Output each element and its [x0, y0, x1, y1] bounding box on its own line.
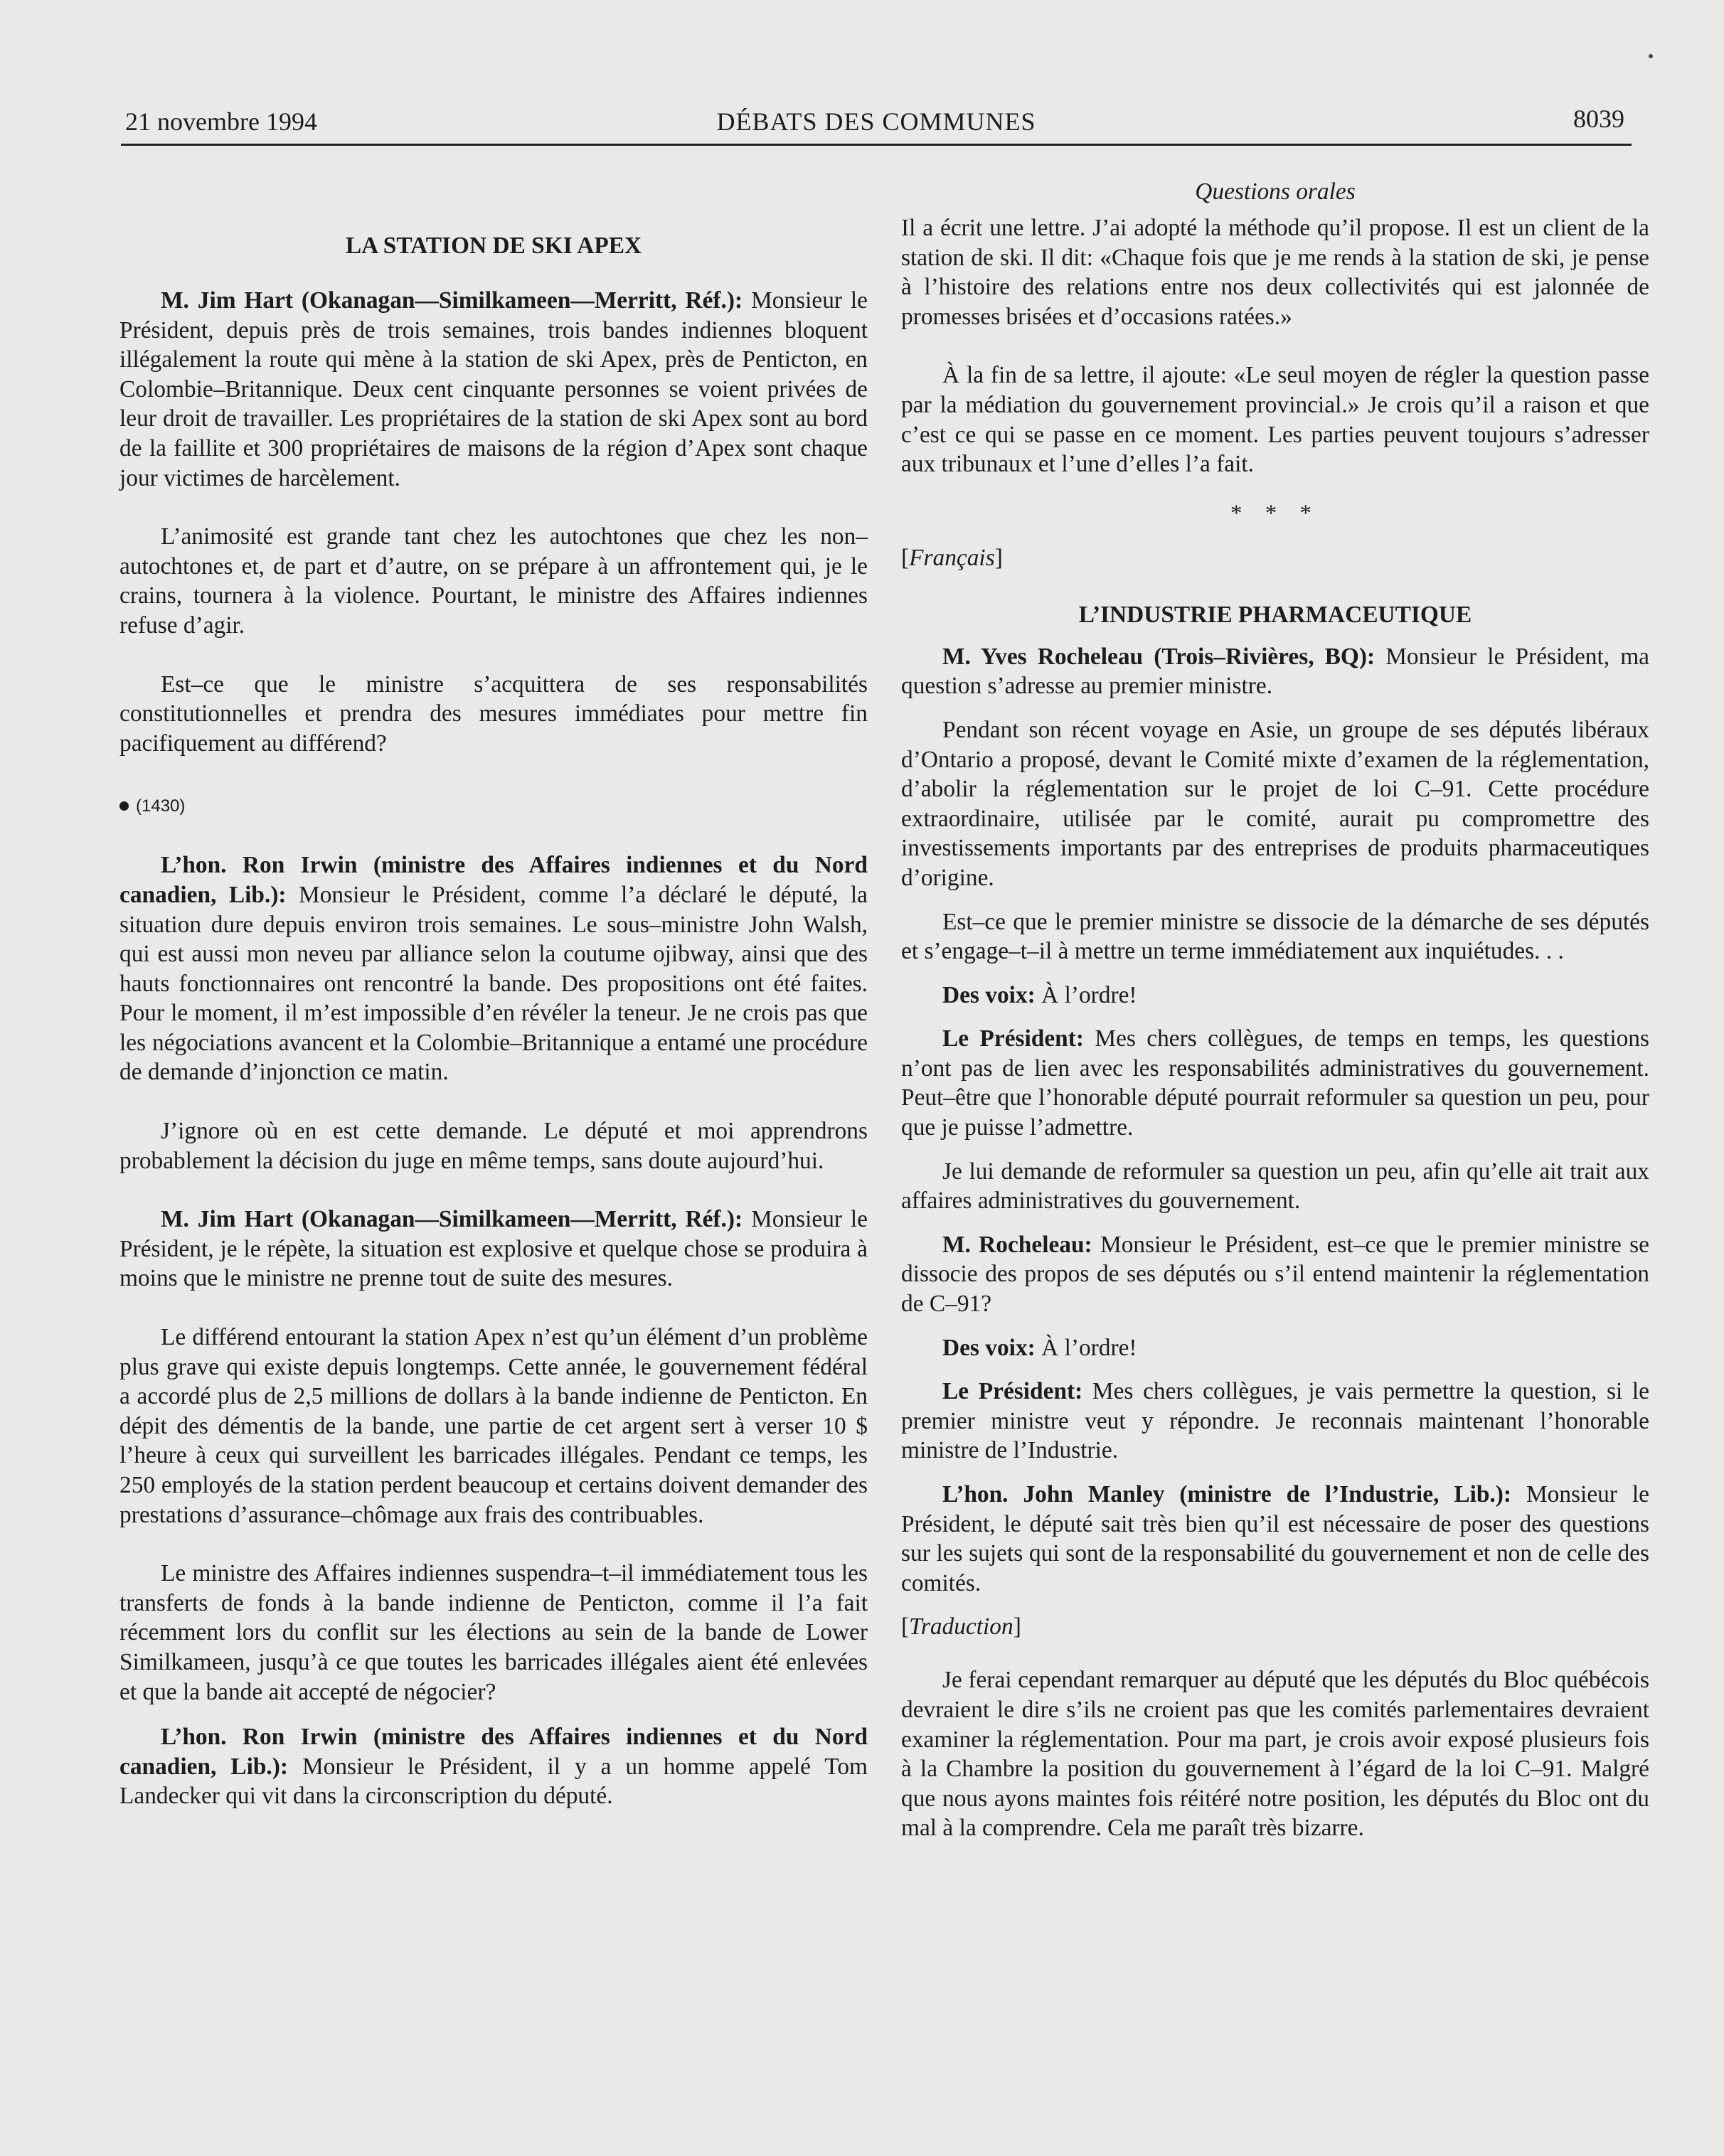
section-separator: * * *: [1230, 500, 1320, 526]
speaker-manley: L’hon. John Manley (ministre de l’Industrie, Lib.):: [942, 1481, 1512, 1507]
paragraph-voix-1: Des voix: À l’ordre!: [942, 981, 1137, 1008]
header-date: 21 novembre 1994: [125, 107, 317, 136]
paragraph-lettre: Il a écrit une lettre. J’ai adopté la méthode qu’il propose. Il est un client de la station de ski. Il dit: «Chaque fois que je me rends à la station de ski, je pense à l’histoire des relations entre nos deux collectivités qui est jalonnée de promesses brisées et d’occasions ratées.»: [901, 215, 1649, 330]
paragraph-ignore: J’ignore où en est cette demande. Le député et moi apprendrons probablement la décision du juge en même temps, sans doute aujourd’hui.: [119, 1118, 868, 1174]
paragraph-president-1: Le Président: Mes chers collègues, de temps en temps, les questions n’ont pas de lien avec les responsabilités administratives du gouvernement. Peut–être que l’honorable député pourrait reformuler sa question un peu, pour que je puisse l’admettre.: [901, 1025, 1649, 1141]
paragraph-voix-2: Des voix: À l’ordre!: [942, 1334, 1137, 1361]
section-label: Questions orales: [1195, 178, 1356, 205]
paragraph-irwin-2: L’hon. Ron Irwin (ministre des Affaires indiennes et du Nord canadien, Lib.): Monsieur le Président, il y a un homme appelé Tom Landecker qui vit dans la circonscription du député.: [119, 1724, 868, 1810]
speaker-voix-2: Des voix:: [942, 1334, 1036, 1361]
paragraph-reformuler: Je lui demande de reformuler sa question un peu, afin qu’elle ait trait aux affaires administratives du gouvernement.: [901, 1158, 1649, 1215]
paragraph-rocheleau-2: M. Rocheleau: Monsieur le Président, est–ce que le premier ministre se dissocie des propos de ses députés ou s’il entend maintenir la réglementation de C–91?: [901, 1231, 1650, 1318]
speaker-president-2: Le Président:: [942, 1378, 1083, 1405]
paragraph-president-2: Le Président: Mes chers collègues, je vais permettre la question, si le premier ministre veut y répondre. Je reconnais maintenant l’honorable ministre de l’Industrie.: [901, 1378, 1649, 1464]
paragraph-fin-lettre: À la fin de sa lettre, il ajoute: «Le seul moyen de régler la question passe par la médiation du gouvernement provincial.» Je crois qu’il a raison et que c’est ce qui se passe en ce moment. Les parties peuvent toujours s’adresser aux tribunaux et l’une d’elles l’a fait.: [901, 362, 1649, 478]
paragraph-rocheleau-1: M. Yves Rocheleau (Trois–Rivières, BQ): Monsieur le Président, ma question s’adresse au premier ministre.: [901, 643, 1650, 700]
scan-speck: [1649, 54, 1653, 58]
paragraph-manley: L’hon. John Manley (ministre de l’Industrie, Lib.): Monsieur le Président, le député sait très bien qu’il est nécessaire de poser des questions sur les sujets qui sont de la responsabilité du gouvernement et non de celle des comités.: [901, 1481, 1649, 1596]
header-page-number: 8039: [1573, 105, 1624, 133]
heading-pharma: L’INDUSTRIE PHARMACEUTIQUE: [1078, 601, 1472, 628]
paragraph-suspendra: Le ministre des Affaires indiennes suspendra–t–il immédiatement tous les transferts de fonds à la bande indienne de Penticton, comme il l’a fait récemment lors du conflit sur les élections au sein de la bande de Lower Similkameen, jusqu’à ce que toutes les barricades illégales aient été enlevées et que la bande ait accepté de négocier?: [119, 1560, 868, 1705]
time-marker: (1430): [119, 792, 868, 821]
paragraph-animosite: L’animosité est grande tant chez les autochtones que chez les non–autochtones et, de part et d’autre, on se prépare à un affrontement qui, je le crains, tournera à la violence. Pourtant, le ministre des Affaires indiennes refuse d’agir.: [119, 523, 868, 639]
paragraph-voyage-asie: Pendant son récent voyage en Asie, un groupe de ses députés libéraux d’Ontario a proposé, devant le Comité mixte d’examen de la réglementation, d’abolir la réglementation sur le projet de loi C–91. Cette procédure extraordinaire, utilisée par le comité, aurait pu compromettre des investissements importants par des entreprises de produits pharmaceutiques d’origine.: [901, 716, 1649, 891]
speaker-irwin-2: L’hon. Ron Irwin (ministre des Affaires indiennes et du Nord canadien, Lib.):: [119, 1724, 868, 1780]
speaker-rocheleau-2: M. Rocheleau:: [942, 1231, 1092, 1258]
speaker-voix: Des voix:: [942, 981, 1036, 1008]
header-title: DÉBATS DES COMMUNES: [716, 107, 1036, 136]
paragraph-bloc: Je ferai cependant remarquer au député que les députés du Bloc québécois devraient le dire s’ils ne croient pas que les comités parlementaires devraient examiner la réglementation. Pour ma part, je crois avoir exposé plusieurs fois à la Chambre la position du gouvernement à l’égard de la loi C–91. Malgré que nous ayons maintes fois réitéré notre position, les députés du Bloc ont du mal à la comprendre. Cela me paraît très bizarre.: [901, 1667, 1649, 1842]
speaker-president: Le Président:: [942, 1025, 1084, 1052]
left-column: [119, 169, 868, 1840]
language-marker-traduction: [Traduction]: [901, 1613, 1021, 1640]
speaker-hart: M. Jim Hart (Okanagan—Similkameen—Merritt, Réf.):: [161, 287, 743, 314]
heading-apex: LA STATION DE SKI APEX: [345, 233, 642, 259]
language-marker-francais: [Français]: [901, 544, 1003, 571]
paragraph-dissocie: Est–ce que le premier ministre se dissocie de la démarche de ses députés et s’engage–t–il à mettre un terme immédiatement aux inquiétudes. . .: [901, 908, 1649, 965]
paragraph-hart-1: M. Jim Hart (Okanagan—Similkameen—Merritt, Réf.): Monsieur le Président, depuis près de trois semaines, trois bandes indiennes bloquent illégalement la route qui mène à la station de ski Apex, près de Penticton, en Colombie–Britannique. Deux cent cinquante personnes se voient privées de leur droit de travailler. Les propriétaires de la station de ski Apex sont au bord de la faillite et 300 propriétaires de maisons de la région d’Apex sont chaque jour victimes de harcèlement.: [119, 287, 868, 491]
speaker-irwin: L’hon. Ron Irwin (ministre des Affaires indiennes et du Nord canadien, Lib.):: [119, 852, 868, 908]
bullet-dot-icon: [119, 801, 129, 811]
right-column: [901, 169, 1649, 1872]
paragraph-question-ministre: Est–ce que le ministre s’acquittera de ses responsabilités constitutionnelles et prendra des mesures immédiates pour mettre fin pacifiquement au différend?: [119, 671, 868, 757]
paragraph-differend: Le différend entourant la station Apex n’est qu’un élément d’un problème plus grave qui existe depuis longtemps. Cette année, le gouvernement fédéral a accordé plus de 2,5 millions de dollars à la bande indienne de Penticton. En dépit des démentis de la bande, une partie de cet argent sert à verser 10 $ l’heure à ceux qui surveillent les barricades illégales. Pendant ce temps, les 250 employés de la station perdent beaucoup et certains doivent demander des prestations d’assurance–chômage aux frais des contribuables.: [119, 1324, 868, 1528]
page-header: [121, 104, 1632, 146]
speaker-rocheleau: M. Yves Rocheleau (Trois–Rivières, BQ):: [942, 643, 1376, 670]
paragraph-irwin-1: L’hon. Ron Irwin (ministre des Affaires indiennes et du Nord canadien, Lib.): Monsieur le Président, comme l’a déclaré le député, la situation dure depuis environ trois semaines. Le sous–ministre John Walsh, qui est aussi mon neveu par alliance selon la coutume ojibway, ainsi que des hauts fonctionnaires ont rencontré la bande. Des propositions ont été faites. Pour le moment, il m’est impossible d’en révéler la teneur. Je ne crois pas que les négociations avancent et la Colombie–Britannique a entamé une procédure de demande d’injonction ce matin.: [119, 852, 868, 1086]
paragraph-hart-2: M. Jim Hart (Okanagan—Similkameen—Merritt, Réf.): Monsieur le Président, je le répète, la situation est explosive et quelque chose se produira à moins que le ministre ne prenne tout de suite des mesures.: [119, 1206, 868, 1292]
speaker-hart-2: M. Jim Hart (Okanagan—Similkameen—Merritt, Réf.):: [161, 1206, 743, 1233]
